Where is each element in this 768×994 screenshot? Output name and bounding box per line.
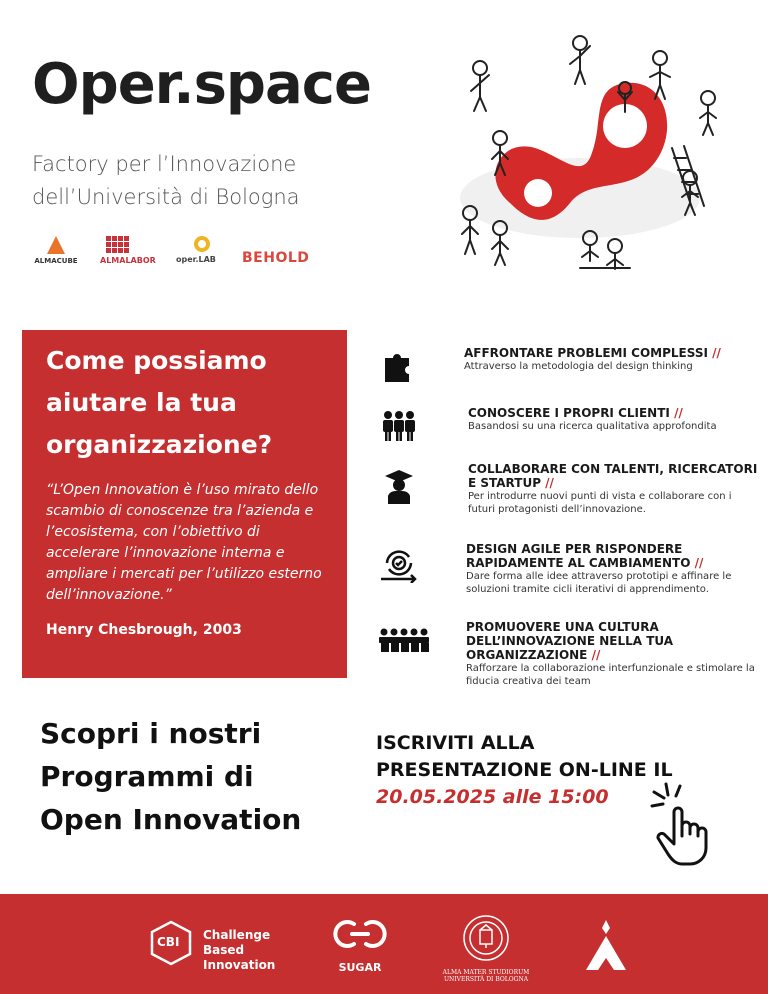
panel-heading-line-1: Come possiamo xyxy=(46,346,267,375)
subtitle-line-1: Factory per l’Innovazione xyxy=(32,152,297,176)
unibo-seal-icon xyxy=(462,914,510,962)
almalabor-label: ALMALABOR xyxy=(100,256,156,265)
panel-heading-line-2: aiutare la tua xyxy=(46,388,237,417)
benefit-title: AFFRONTARE PROBLEMI COMPLESSI // xyxy=(464,346,721,360)
cbi-line-1: Challenge xyxy=(203,928,271,942)
sugar-loop-icon xyxy=(332,914,388,954)
behold-logo xyxy=(242,250,322,290)
benefit-text xyxy=(468,406,758,433)
puzzle-icon xyxy=(378,346,420,386)
unibo-logo xyxy=(440,914,532,983)
operlab-label: oper.LAB xyxy=(176,255,216,264)
cbi-name xyxy=(203,928,275,973)
team-meeting-icon xyxy=(378,620,430,660)
signup-cta[interactable] xyxy=(376,730,673,811)
panel-quote: “L’Open Innovation è l’uso mirato dello scambio di conoscenze tra l’azienda e l’ecosistema, con l’obiettivo di accelerare l’innovazione interna e ampliare i mercati per l’utilizzo esterno dell’innovazione.” xyxy=(46,482,322,603)
operlab-logo xyxy=(176,236,236,276)
hero-illustration xyxy=(440,28,730,288)
benefit-text xyxy=(466,620,756,688)
benefit-desc: Dare forma alle idee attraverso prototipi e affinare le soluzioni tramite cicli iterativi di apprendimento. xyxy=(466,571,732,595)
benefit-desc: Basandosi su una ricerca qualitativa approfondita xyxy=(468,421,717,432)
subtitle-line-2: dell’Università di Bologna xyxy=(32,185,300,209)
cbi-line-2: Based xyxy=(203,943,245,957)
footer xyxy=(0,894,768,994)
partner-logos xyxy=(34,236,334,276)
almacube-label: ALMACUBE xyxy=(34,257,78,265)
panel-heading-line-3: organizzazione? xyxy=(46,430,273,459)
almalabor-logo xyxy=(100,236,160,276)
almalabor-grid-icon xyxy=(106,236,160,253)
cbi-logo xyxy=(148,916,278,976)
almacube-logo xyxy=(34,236,78,276)
sugar-label: SUGAR xyxy=(338,961,382,974)
programs-heading-line-3: Open Innovation xyxy=(40,803,302,836)
benefit-title: COLLABORARE CON TALENTI, RICERCATORI E STARTUP // xyxy=(468,462,758,490)
almacube-mark-icon xyxy=(584,918,628,972)
panel-author: Henry Chesbrough, 2003 xyxy=(46,622,242,638)
signup-line-2: PRESENTAZIONE ON-LINE IL xyxy=(376,759,673,781)
unibo-label-1: ALMA MATER STUDIORUM xyxy=(442,969,530,976)
benefit-desc: Per introdurre nuovi punti di vista e collaborare con i futuri protagonisti dell’innovazione. xyxy=(468,491,732,515)
programs-heading-line-1: Scopri i nostri xyxy=(40,717,262,750)
programs-heading-line-2: Programmi di xyxy=(40,760,254,793)
page-title: Oper.space xyxy=(32,52,371,117)
event-date: 20.05.2025 alle 15:00 xyxy=(376,786,609,808)
agile-cycle-icon xyxy=(378,544,420,584)
cbi-badge: CBI xyxy=(157,935,180,949)
benefit-text xyxy=(464,346,754,373)
benefit-desc: Attraverso la metodologia del design thinking xyxy=(464,361,693,372)
benefit-title: CONOSCERE I PROPRI CLIENTI // xyxy=(468,406,683,420)
behold-label: BEHOLD xyxy=(242,250,310,266)
sugar-logo xyxy=(330,914,390,980)
benefit-title: DESIGN AGILE PER RISPONDERE RAPIDAMENTE AL CAMBIAMENTO // xyxy=(466,542,704,570)
panel-heading xyxy=(46,340,329,466)
signup-line-1: ISCRIVITI ALLA xyxy=(376,732,535,754)
benefit-desc: Rafforzare la collaborazione interfunzionale e stimolare la fiducia creativa dei team xyxy=(466,663,755,687)
benefit-text xyxy=(468,462,758,516)
group-icon xyxy=(378,406,420,446)
operlab-ring-icon xyxy=(194,236,210,252)
graduate-icon xyxy=(378,466,420,506)
almacube-flame-icon xyxy=(47,236,65,254)
info-panel xyxy=(22,330,347,678)
cbi-line-3: Innovation xyxy=(203,958,276,972)
programs-heading xyxy=(40,712,301,841)
click-hand-icon[interactable] xyxy=(650,782,732,866)
page-subtitle xyxy=(32,148,300,214)
unibo-label-2: UNIVERSITÀ DI BOLOGNA xyxy=(443,976,529,983)
benefit-title: PROMUOVERE UNA CULTURA DELL’INNOVAZIONE NELLA TUA ORGANIZZAZIONE // xyxy=(466,620,674,662)
benefit-text xyxy=(466,542,756,596)
